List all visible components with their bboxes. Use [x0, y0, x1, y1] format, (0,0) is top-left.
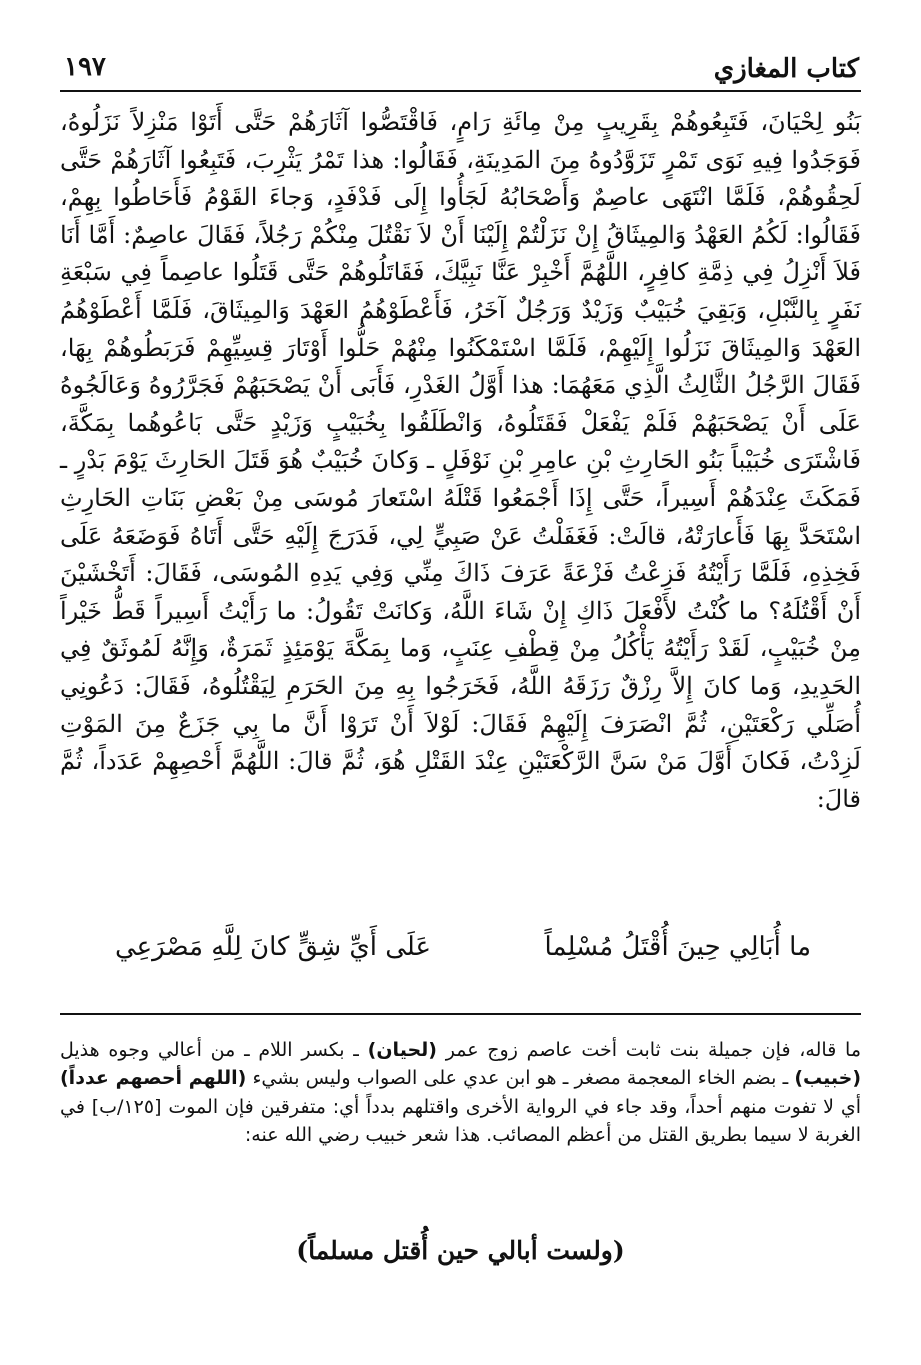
footnote-term: (خبيب) — [794, 1067, 862, 1090]
footnote-text: ما قاله، فإن جميلة بنت ثابت أخت عاصم زوج عمر — [436, 1039, 862, 1061]
verse-second-hemistich: عَلَى أَيِّ شِقٍّ كانَ لِلَّهِ مَصْرَعِي — [115, 932, 432, 962]
footnote-term: (لحيان) — [367, 1039, 437, 1061]
footnotes-block — [60, 1036, 861, 1149]
footnote-text: ـ بكسر اللام ـ من أعالي وجوه هذيل — [60, 1039, 368, 1061]
footnote-term: (اللهم أحصهم عدداً) — [60, 1067, 247, 1090]
page-number: ١٩٧ — [64, 52, 106, 82]
footnote-text: أي لا تفوت منهم أحداً، وقد جاء في الرواية الأخرى واقتلهم بدداً أي: متفرقين فإن الموت [١٢٥/ب] في الغربة لا سيما بطريق القتل من أعظم المصائب. هذا شعر خبيب رضي الله عنه: — [60, 1095, 861, 1146]
footnote-text: ـ بضم الخاء المعجمة مصغر ـ هو ابن عدي على الصواب وليس بشيء — [246, 1067, 795, 1090]
poetry-verse — [115, 930, 811, 974]
book-title: كتاب المغازي — [713, 54, 859, 84]
main-text-block — [60, 104, 861, 818]
verse-first-hemistich: ما أُبَالِي حِينَ أُقْتَلُ مُسْلِماً — [544, 932, 811, 962]
footnote-closing-verse: (ولست أبالي حين أُقتل مسلماً) — [296, 1236, 625, 1265]
footnote-paragraph — [60, 1036, 861, 1149]
footnote-divider — [60, 1013, 861, 1015]
main-paragraph: بَنُو لِحْيَانَ، فَتَبِعُوهُمْ بِقَرِيبٍ مِنْ مِائَةِ رَامٍ، فَاقْتَصُّوا آثَارَهُمْ حَتَّى أَتَوْا مَنْزِلاً نَزَلُوهُ، فَوَجَدُوا فِيهِ نَوَى تَمْرٍ تَزَوَّدُوهُ مِنَ المَدِينَةِ، فَقَالُوا: هذا تَمْرُ يَثْرِبَ، فَتَبِعُوا آثَارَهُمْ حَتَّى لَحِقُوهُمْ، فَلَمَّا انْتَهَى عاصِمٌ وَأَصْحَابُهُ لَجَأُوا إِلَى فَدْفَدٍ، وَجاءَ القَوْمُ فَأَحَاطُوا بِهِمْ، فَقَالُوا: لَكُمُ العَهْدُ وَالمِيثَاقُ إِنْ نَزَلْتُمْ إِلَيْنَا أَنْ لاَ نَقْتُلَ مِنْكُمْ رَجُلاً، فَقَالَ عاصِمٌ: أَمَّا أَنَا فَلاَ أَنْزِلُ فِي ذِمَّةِ كافِرٍ، اللَّهُمَّ أَخْبِرْ عَنَّا نَبِيَّكَ، فَقَاتَلُوهُمْ حَتَّى قَتَلُوا عاصِماً فِي سَبْعَةِ نَفَرٍ بِالنَّبْلِ، وَبَقِيَ خُبَيْبٌ وَزَيْدٌ وَرَجُلٌ آخَرُ، فَأَعْطَوْهُمُ العَهْدَ وَالمِيثَاقَ، فَلَمَّا أَعْطَوْهُمُ العَهْدَ وَالمِيثَاقَ نَزَلُوا إِلَيْهِمْ، فَلَمَّا اسْتَمْكَنُوا مِنْهُمْ حَلُّوا أَوْتَارَ قِسِيِّهِمْ فَرَبَطُوهُمْ بِهَا، فَقَالَ الرَّجُلُ الثَّالِثُ الَّذِي مَعَهُمَا: هذا أَوَّلُ الغَدْرِ، فَأَبَى أَنْ يَصْحَبَهُمْ فَجَرَّرُوهُ وَعَالَجُوهُ عَلَى أَنْ يَصْحَبَهُمْ فَلَمْ يَفْعَلْ فَقَتَلُوهُ، وَانْطَلَقُوا بِخُبَيْبٍ وَزَيْدٍ حَتَّى بَاعُوهُما بِمَكَّةَ، فَاشْتَرَى خُبَيْباً بَنُو الحَارِثِ بْنِ عامِرِ بْنِ نَوْفَلٍ ـ وَكانَ خُبَيْبٌ هُوَ قَتَلَ الحَارِثَ يَوْمَ بَدْرٍ ـ فَمَكَثَ عِنْدَهُمْ أَسِيراً، حَتَّى إِذَا أَجْمَعُوا قَتْلَهُ اسْتَعارَ مُوسَى مِنْ بَعْضِ بَنَاتِ الحَارِثِ اسْتَحَدَّ بِهَا فَأَعارَتْهُ، قالَتْ: فَغَفَلْتُ عَنْ صَبِيٍّ لِي، فَدَرَجَ إِلَيْهِ حَتَّى أَتَاهُ فَوَضَعَهُ عَلَى فَخِذِهِ، فَلَمَّا رَأَيْتُهُ فَزِعْتُ فَزْعَةً عَرَفَ ذَاكَ مِنِّي وَفِي يَدِهِ المُوسَى، فَقَالَ: أَتَخْشَيْنَ أَنْ أَقْتُلَهُ؟ ما كُنْتُ لأَفْعَلَ ذَاكِ إِنْ شَاءَ اللَّهُ، وَكانَتْ تَقُولُ: ما رَأَيْتُ أَسِيراً قَطُّ خَيْراً مِنْ خُبَيْبٍ، لَقَدْ رَأَيْتُهُ يَأْكُلُ مِنْ قِطْفِ عِنَبٍ، وَما بِمَكَّةَ يَوْمَئِذٍ ثَمَرَةٌ، وَإِنَّهُ لَمُوثَقٌ فِي الحَدِيدِ، وَما كانَ إِلاَّ رِزْقٌ رَزَقَهُ اللَّهُ، فَخَرَجُوا بِهِ مِنَ الحَرَمِ لِيَقْتُلُوهُ، فَقَالَ: دَعُونِي أُصَلِّي رَكْعَتَيْنِ، ثُمَّ انْصَرَفَ إِلَيْهِمْ فَقَالَ: لَوْلاَ أَنْ تَرَوْا أَنَّ ما بِي جَزَعٌ مِنَ المَوْتِ لَزِدْتُ، فَكانَ أَوَّلَ مَنْ سَنَّ الرَّكْعَتَيْنِ عِنْدَ القَتْلِ هُوَ، ثُمَّ قالَ: اللَّهُمَّ أَحْصِهِمْ عَدَداً، ثُمَّ قالَ: — [60, 108, 862, 813]
page-header — [60, 38, 861, 92]
